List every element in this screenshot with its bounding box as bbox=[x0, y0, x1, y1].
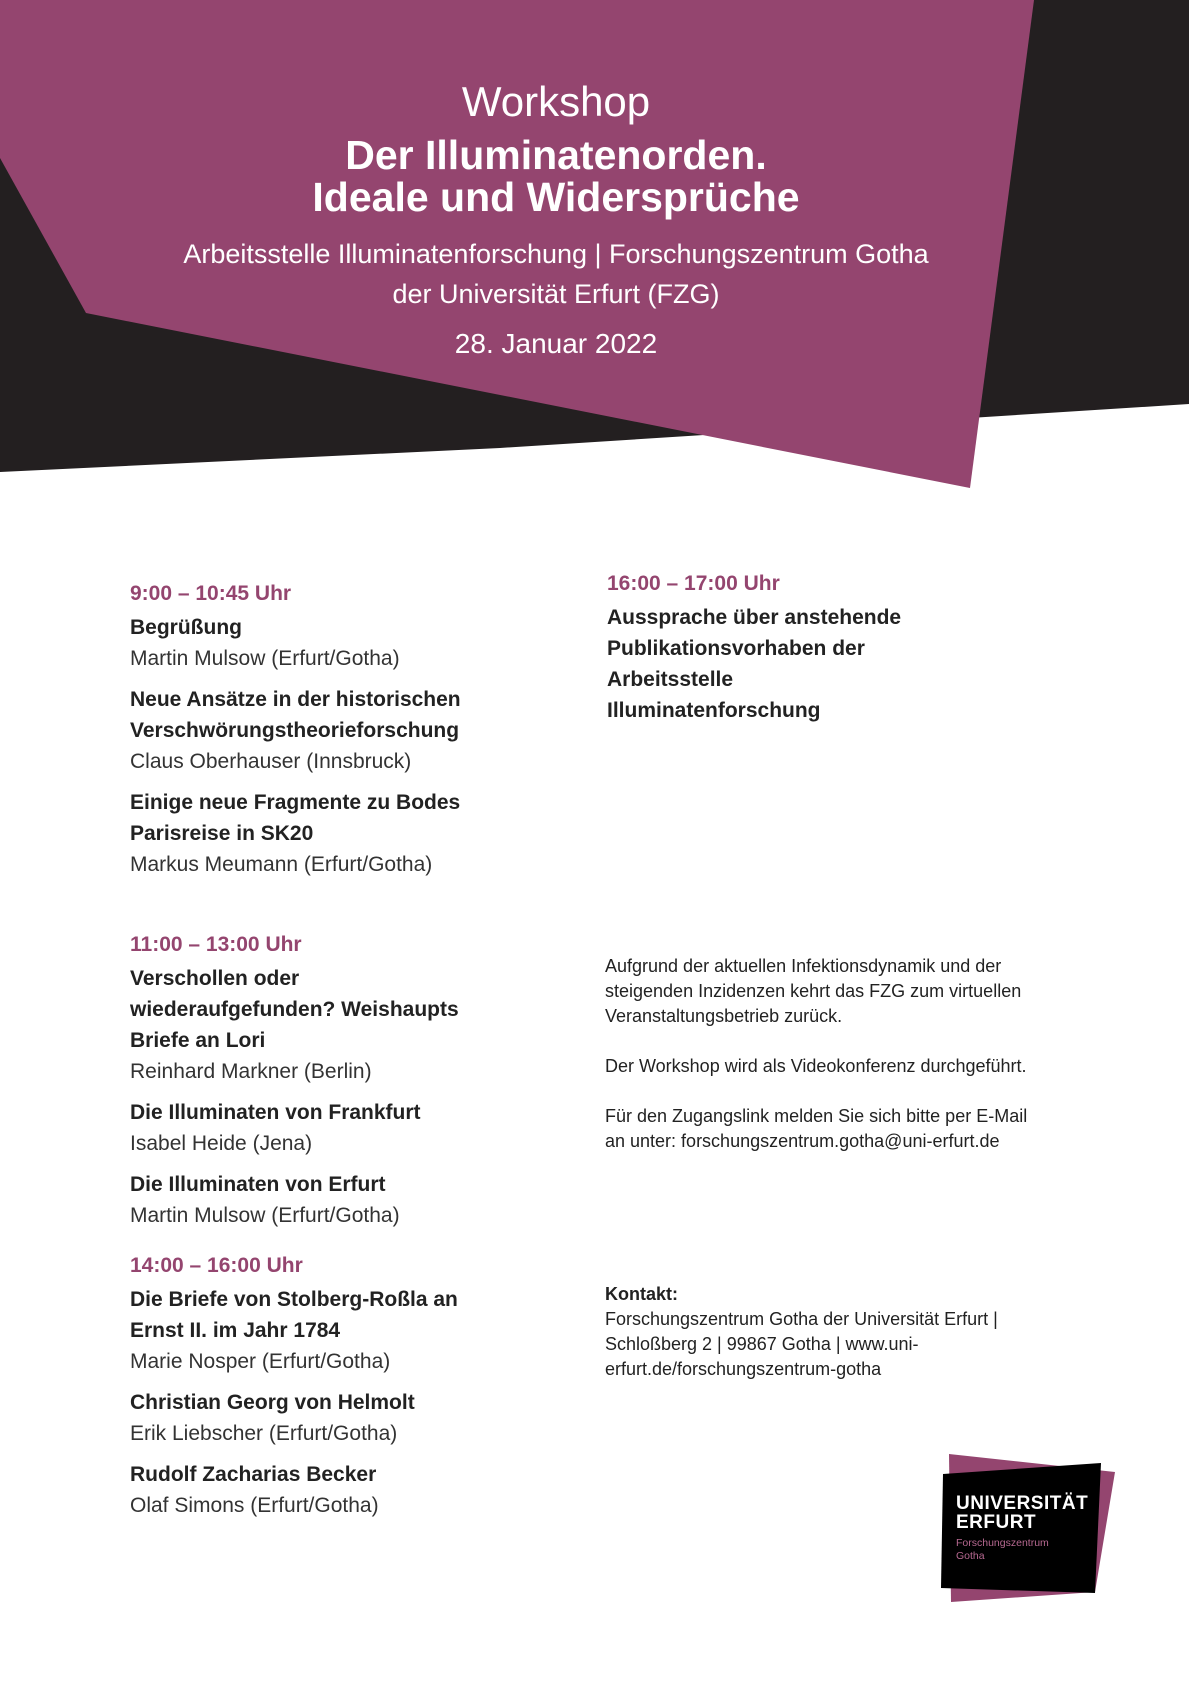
organizer bbox=[0, 234, 1112, 314]
talk bbox=[130, 1097, 510, 1159]
event-type: Workshop bbox=[461, 78, 651, 125]
talk bbox=[130, 963, 510, 1087]
logo-line-2: ERFURT bbox=[956, 1512, 1037, 1533]
contact-heading: Kontakt: bbox=[605, 1284, 678, 1304]
contact bbox=[605, 1282, 1045, 1407]
talk-title: Die Illuminaten von Frankfurt bbox=[130, 1101, 421, 1124]
program-slot-4 bbox=[607, 572, 947, 726]
talk bbox=[130, 787, 510, 880]
logo-line-1: UNIVERSITÄT bbox=[956, 1493, 1089, 1514]
logo-subtitle bbox=[956, 1537, 1088, 1563]
contact-text: Forschungszentrum Gotha der Universität Erfurt | Schloßberg 2 | 99867 Gotha | www.uni-erfurt.de/forschungszentrum-gotha bbox=[605, 1309, 998, 1379]
talk-title: Einige neue Fragmente zu Bodes Parisreise in SK20 bbox=[130, 791, 461, 845]
talk bbox=[130, 612, 510, 674]
note-paragraph: Für den Zugangslink melden Sie sich bitte per E-Mail an unter: forschungszentrum.gotha@uni-erfurt.de bbox=[605, 1106, 1028, 1151]
organizer-line-1: Arbeitsstelle Illuminatenforschung | Forschungszentrum Gotha bbox=[183, 239, 929, 269]
talk-speaker: Isabel Heide (Jena) bbox=[130, 1132, 313, 1155]
note-paragraph: Der Workshop wird als Videokonferenz durchgeführt. bbox=[605, 1056, 1027, 1076]
talk bbox=[130, 1387, 510, 1449]
slot-time: 14:00 – 16:00 Uhr bbox=[130, 1254, 303, 1277]
logo-sub-line-1: Forschungszentrum bbox=[956, 1537, 1049, 1549]
slot-time: 11:00 – 13:00 Uhr bbox=[130, 933, 302, 956]
talk bbox=[130, 684, 510, 777]
event-date: 28. Januar 2022 bbox=[454, 328, 658, 359]
talk-speaker: Olaf Simons (Erfurt/Gotha) bbox=[130, 1494, 379, 1517]
talk-speaker: Erik Liebscher (Erfurt/Gotha) bbox=[130, 1422, 398, 1445]
talk-speaker: Markus Meumann (Erfurt/Gotha) bbox=[130, 853, 433, 876]
talk-title: Verschollen oder wiederaufgefunden? Weishaupts Briefe an Lori bbox=[130, 967, 459, 1052]
talk-title: Die Briefe von Stolberg-Roßla an Ernst II. im Jahr 1784 bbox=[130, 1288, 458, 1342]
notes bbox=[605, 954, 1045, 1179]
talk-speaker: Reinhard Markner (Berlin) bbox=[130, 1060, 372, 1083]
talk-title: Die Illuminaten von Erfurt bbox=[130, 1173, 386, 1196]
talk bbox=[130, 1459, 510, 1521]
talk bbox=[130, 1169, 510, 1231]
event-title bbox=[0, 134, 1112, 218]
talk-speaker: Martin Mulsow (Erfurt/Gotha) bbox=[130, 647, 400, 670]
program-slot-1 bbox=[130, 582, 510, 894]
title-line-2: Ideale und Widersprüche bbox=[312, 174, 800, 220]
talk-title: Rudolf Zacharias Becker bbox=[130, 1463, 377, 1486]
organizer-line-2: der Universität Erfurt (FZG) bbox=[392, 279, 720, 309]
talk-speaker: Martin Mulsow (Erfurt/Gotha) bbox=[130, 1204, 400, 1227]
slot-time: 16:00 – 17:00 Uhr bbox=[607, 572, 780, 595]
logo-text bbox=[956, 1494, 1088, 1563]
note-paragraph: Aufgrund der aktuellen Infektionsdynamik und der steigenden Inzidenzen kehrt das FZG zum virtuellen Veranstaltungsbetrieb zurück. bbox=[605, 956, 1022, 1026]
talk-title: Begrüßung bbox=[130, 616, 242, 639]
title-line-1: Der Illuminatenorden. bbox=[345, 132, 767, 178]
talk-speaker: Marie Nosper (Erfurt/Gotha) bbox=[130, 1350, 391, 1373]
talk-title: Aussprache über anstehende Publikationsvorhaben der Arbeitsstelle Illuminatenforschung bbox=[607, 606, 902, 722]
talk-speaker: Claus Oberhauser (Innsbruck) bbox=[130, 750, 412, 773]
logo-sub-line-2: Gotha bbox=[956, 1550, 985, 1562]
talk bbox=[130, 1284, 510, 1377]
program-slot-3 bbox=[130, 1254, 510, 1535]
slot-time: 9:00 – 10:45 Uhr bbox=[130, 582, 292, 605]
program-slot-2 bbox=[130, 933, 510, 1245]
talk-title: Neue Ansätze in der historischen Verschwörungstheorieforschung bbox=[130, 688, 461, 742]
talk-title: Christian Georg von Helmolt bbox=[130, 1391, 415, 1414]
